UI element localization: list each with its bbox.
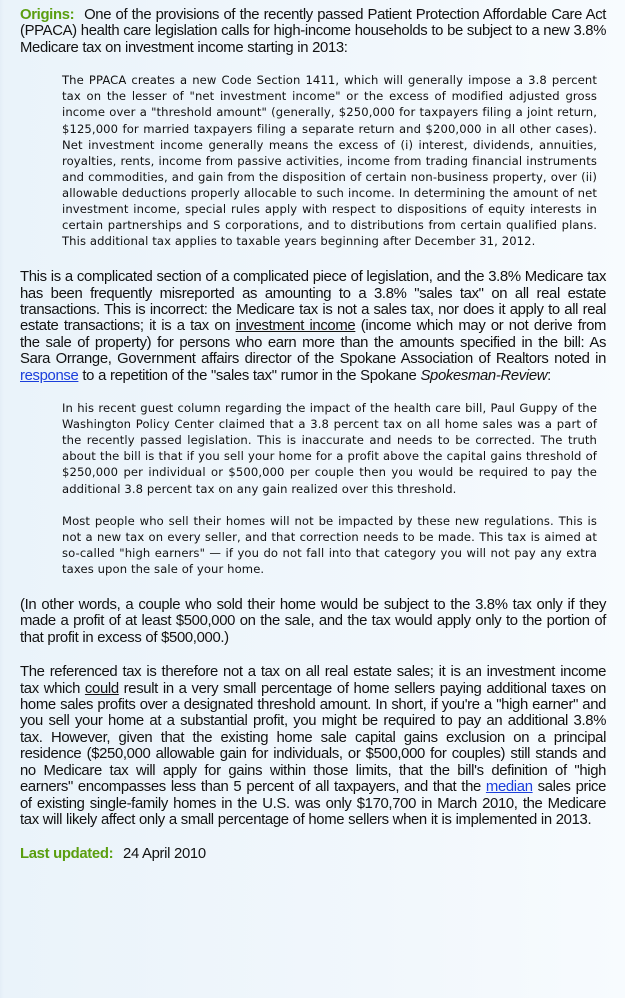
conclusion-text-3: sales price of existing single-family homes in the U.S. was only $170,700 in March 2010, the Medicare tax will likely affect only a small percentage of home sellers when it is implemented in 2013. (20, 778, 607, 828)
conclusion-paragraph (20, 664, 606, 828)
realtor-quote-paragraph-1: In his recent guest column regarding the impact of the health care bill, Paul Guppy of the Washington Policy Center claimed that a 3.8 percent tax on all home sales was a part of the recently passed legislation. This is inaccurate and needs to be corrected. The truth about the bill is that if you sell your home for a profit above the capital gains threshold of $250,000 per individual or $500,000 per couple then you would be required to pay the additional 3.8 percent tax on any gain realized over this threshold. (62, 401, 597, 496)
conclusion-text-1: The referenced tax is therefore not a tax on all real estate sales; it is an investment income tax which (20, 663, 607, 697)
realtor-quote-block (20, 400, 615, 577)
median-link[interactable]: median (485, 778, 533, 796)
misreport-paragraph (20, 269, 606, 384)
investment-income-underlined: investment income (235, 317, 356, 335)
realtor-quote-paragraph-2: Most people who sell their homes will not be impacted by these new regulations. This is not a new tax on every seller, and that correction needs to be made. This tax is aimed at so-called "high earners" — if you do not fall into that category you will not pay any extra taxes upon the sale of your home. (62, 513, 597, 576)
conclusion-text-2: result in a very small percentage of home sellers paying additional taxes on home sales profits over a designated threshold amount. In short, if you're a "high earner" and you sell your home at a substantial profit, you might be required to pay an additional 3.8% tax. However, given that the existing home sale capital gains exclusion on a principal residence ($250,000 allowable gain for individuals, or $500,000 for couples) still stands and no Medicare tax will apply for gains within those limits, that the bill's definition of "high earners" encompasses less than 5 percent of all taxpayers, and that the (20, 679, 607, 796)
origins-text: One of the provisions of the recently passed Patient Protection Affordable Care Act (PPACA) health care legislation calls for high-income households to be subject to a new 3.8% Medicare tax on investment income starting in 2013: (20, 6, 607, 56)
could-underlined: could (84, 679, 119, 697)
last-updated-line (20, 846, 606, 862)
misreport-text-1: This is a complicated section of a complicated piece of legislation, and the 3.8% Medicare tax has been frequently misreported as amounting to a 3.8% "sales tax" on all real estate transactions. This is incorrect: the Medicare tax is not a sales tax, nor does it apply to all real estate transactions; it is a tax on (20, 268, 607, 335)
ppaca-quote-text: The PPACA creates a new Code Section 1411, which will generally impose a 3.8 percent tax on the lesser of "net investment income" or the excess of modified adjusted gross income over a "threshold amount" (generally, $250,000 for taxpayers filing a joint return, $125,000 for married taxpayers filing a separate return and $200,000 in all other cases). Net investment income generally means the excess of (i) interest, dividends, annuities, royalties, rents, income from passive activities, income from trading financial instruments and commodities, and gain from the disposition of certain non-business property, over (ii) allowable deductions properly allocable to such income. In determining the amount of net investment income, special rules apply with respect to dispositions of equity interests in certain partnerships and S corporations, and to distributions from certain qualified plans. This additional tax applies to taxable years beginning after December 31, 2012. (62, 73, 597, 249)
ppaca-quote-block (20, 72, 615, 249)
last-updated-label: Last updated: (20, 845, 114, 863)
misreport-text-4: : (547, 366, 551, 384)
response-link[interactable]: response (20, 366, 79, 384)
misreport-text-3: to a repetition of the "sales tax" rumor in the Spokane (78, 366, 421, 384)
last-updated-date: 24 April 2010 (123, 845, 206, 863)
origins-paragraph (20, 7, 606, 56)
origins-label: Origins: (20, 6, 75, 23)
spokesman-review-title: Spokesman-Review (420, 366, 548, 384)
misreport-text-2: (income which may or not derive from the sale of property) for persons who earn more than the amounts specified in the bill: As Sara Orrange, Government affairs director of the Spokane Association of Realtors noted in (20, 317, 607, 368)
in-other-words-paragraph: (In other words, a couple who sold their home would be subject to the 3.8% tax only if they made a profit of at least $500,000 on the sale, and the tax would apply only to the portion of that profit in excess of $500,000.) (20, 596, 607, 646)
